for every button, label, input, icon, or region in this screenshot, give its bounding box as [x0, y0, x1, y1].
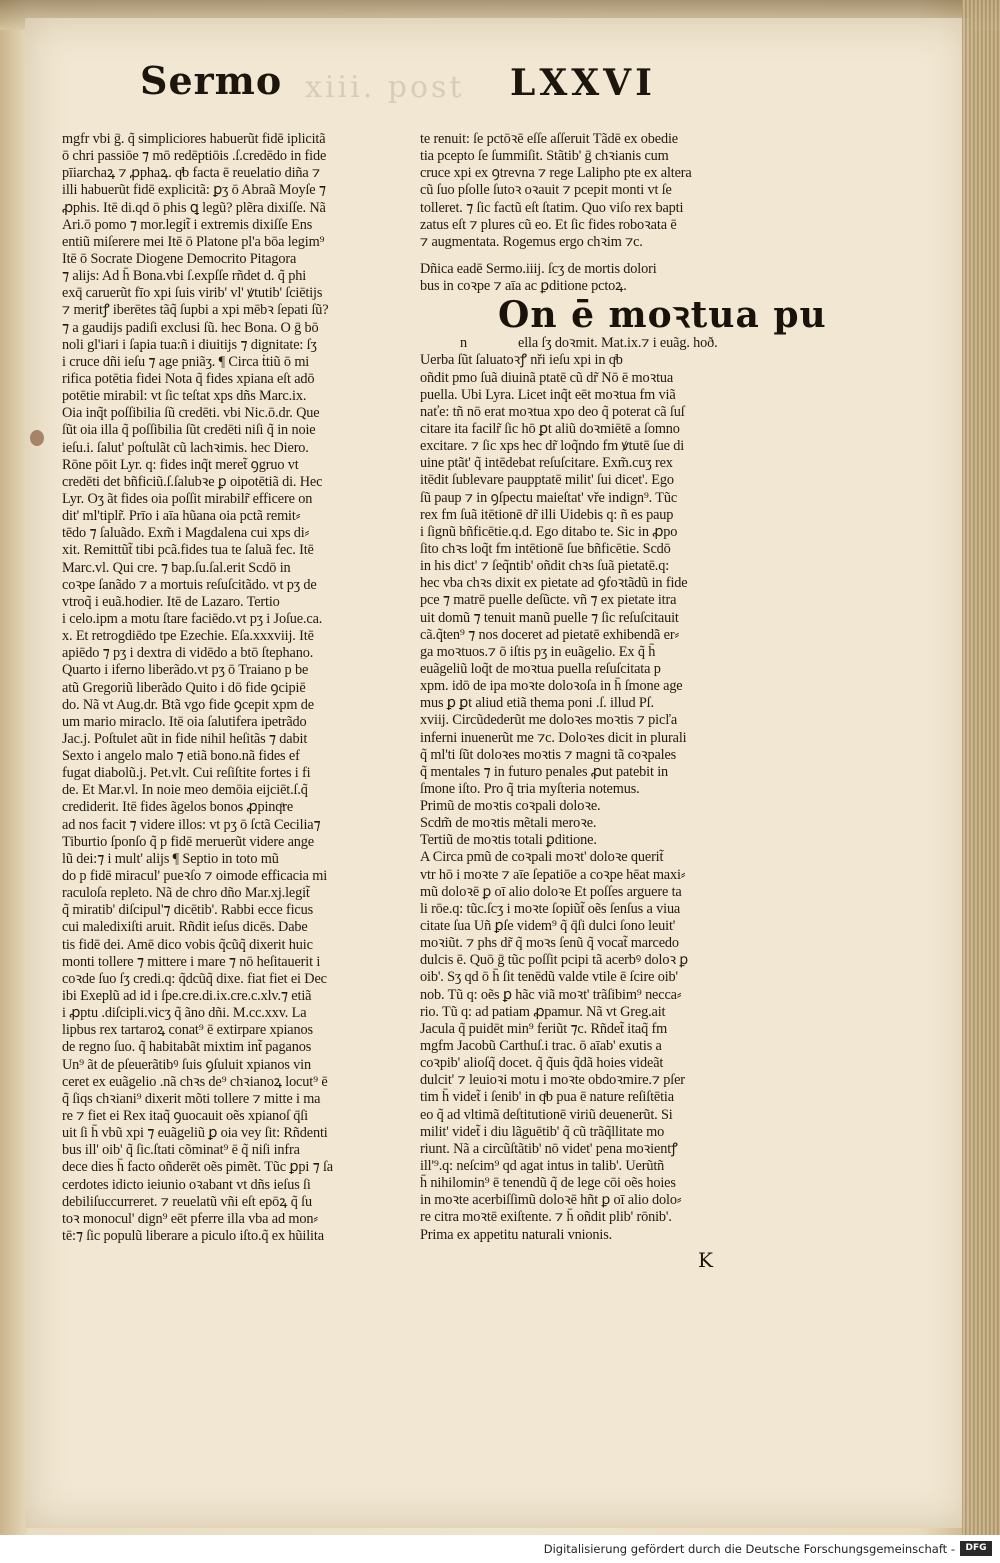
text-line: inferni inuenerũt me ⁊c. Doloꝛes dicit in plurali [420, 729, 687, 746]
text-line: Rōne pōit Lyr. q: fides inq̃t meret̃ ꝯgruo vt [62, 456, 299, 473]
text-line: rex fm ſuã itētionē dr̃ illi Uidebis q: ñ es paup [420, 506, 674, 523]
text-line: mgfr vbi ḡ. q̃ simpliciores habuerũt fidē iplicitã [62, 131, 326, 147]
folio-number: LXXVI [510, 62, 656, 104]
text-line: uit domũ ⁊ tenuit manũ puelle ⁊ ſic reſuſcitauit [420, 609, 679, 626]
text-line: in his dict' ⁊ ſeq̃ntib' oñdit chꝛs ſuã pietatē.q: [420, 558, 670, 575]
text-line: Quarto i iferno liberãdo.vt pʒ ō Traiano p be [62, 662, 309, 679]
text-line: mgfm Jacobũ Carthuſ.i trac. ō aīab' exutis a [420, 1038, 662, 1055]
text-line: ⁊ augmentata. Rogemus ergo chꝛim ⁊c. [420, 233, 643, 250]
text-line: hec vba chꝛs dixit ex pietate ad ꝯfoꝛtãdũ in fide [420, 575, 688, 592]
text-line: noli gl'iari i ſapia tua:ñ i diuitijs ⁊ dignitate: ſʒ [62, 336, 317, 353]
text-line: ill'⁹.q: neſcim⁹ qd agat intus in talib'. Uerũtñ [420, 1158, 665, 1175]
text-line: i ſignũ bñficētie.q.d. Ego ditabo te. Sic in ꝓpo [420, 523, 678, 540]
text-line: uine ptãt' q̃ intēdebat reſuſcitare. Exm̃.cuʒ rex [420, 455, 673, 472]
text-line: dulcis ē. Quō ḡ tũc poſſit pcipi tã acerbꝰ doloꝛ ꝑ [420, 952, 689, 969]
text-line: moꝛiũt. ⁊ phs dr̃ q̃ moꝛs ſenũ q̃ vocat̃ marcedo [420, 935, 679, 952]
text-line: naťe: tñ nō erat moꝛtua xpo deo q̃ poterat cã ſuſ [420, 403, 685, 420]
text-line: toꝛ monocul' dign⁹ eēt pferre illa vba ad mon⸗ [62, 1210, 318, 1227]
text-line: ſũt oia illa q̃ poſſibilia ſũt credēti niſi q̃ in noie [62, 422, 316, 439]
text-line: vtroq̃ i euã.hodier. Itē de Lazaro. Tertio [62, 593, 280, 610]
text-line: Itē ō Socrate Diogene Democrito Pitagora [62, 250, 297, 267]
text-line: euãgeliũ loq̃t de moꝛtua puella reſuſcitata p [420, 660, 661, 677]
text-line: cui maledixiſti aruit. Rñdit ieſus dicēs. Dabe [62, 919, 308, 936]
text-line: ibi Exeplũ ad id i ſpe.cre.di.ix.cre.c.xlv.⁊ etiã [62, 988, 312, 1005]
text-line: Tertiũ de moꝛtis totali ꝑditione. [420, 832, 597, 849]
text-line: de regno ſuo. q̃ habitabãt mixtim int̃ paganos [62, 1039, 312, 1056]
ink-stain [30, 430, 44, 446]
text-line: debiliſuccurreret. ⁊ reuelatũ vñi eſt epōꝝ q̃ ſu [62, 1193, 312, 1210]
text-line: citare ita facilr̃ ſic hō ꝑt aliũ doꝛmiētē a ſomno [420, 420, 680, 437]
text-line: tē:⁊ ſic populũ liberare a piculo iſto.q̃ ex hũilita [62, 1228, 324, 1244]
text-line: h̄ nihilomin⁹ ē tenendũ q̃ de lege cōi oẽs hoies [420, 1175, 676, 1192]
text-line: lipbus rex tartaroꝝ conat⁹ ē extirpare xpianos [62, 1022, 313, 1039]
sermon-title: On ē moꝛtua pu [498, 294, 827, 337]
text-line: i cruce dñi ieſu ⁊ age pniãʒ. ¶ Circa ṫtiũ ō mi [62, 353, 310, 370]
text-line: tia pcepto ſe ſummiſit. Stãtib' ḡ chꝛianis cum [420, 148, 669, 165]
text-line: ceret ex euãgelio .nã chꝛs de⁹ chꝛianoꝝ locut⁹ ē [62, 1073, 328, 1090]
title-continuation [420, 335, 765, 352]
text-line: lũ dei:⁊ i mult' alijs ¶ Septio in toto mũ [62, 850, 279, 867]
text-line: tim h̄ videt̃ i ſenib' in qͥb pua ē nature reſiſtētia [420, 1089, 674, 1106]
title-continuation-text: ella ſʒ doꝛmit. Mat.ix.⁊ i euãg. hoð. [518, 335, 718, 352]
text-line: ſito chꝛs loq̃t fm intētionē ſue bñficētie. Scdō [420, 540, 671, 557]
text-line: zatus eſt ⁊ plures cũ eo. Et ſic fides roboꝛata ē [420, 216, 677, 233]
text-line: eo q̃ ad vltimã deſtitutionē viriũ deuenerũt. Si [420, 1106, 673, 1123]
text-line: atũ Gregoriũ liberãdo Quito i dō fide ꝯcipiē [62, 679, 306, 696]
text-line: dece dies h̄ facto oñderēt oẽs pimẽt. Tũc ꝑpi ⁊ ſa [62, 1159, 333, 1176]
text-line: dulcit' ⁊ leuioꝛi motu i moꝛte obdoꝛmire.⁊ pſer [420, 1072, 685, 1089]
text-line: li rōe.q: tũc.ſcʒ i moꝛte ſopiũt̃ oẽs ſenſus a viua [420, 900, 681, 917]
text-line: Jac.j. Poſtulet aũt in fide nihil heſitãs ⁊ dabit [62, 730, 308, 747]
text-line: ga moꝛtuos.⁊ ō iſtis pʒ in euãgelio. Ex q̃ h̄ [420, 643, 656, 660]
text-line: vtr hō i moꝛte ⁊ aīe ſepatiōe a coꝛpe hēat maxi⸗ [420, 866, 686, 883]
book-page-edges [962, 0, 1000, 1535]
text-line: entiũ miſerere mei Itē ō Platone pl'a bōa legim⁹ [62, 233, 325, 250]
text-line: tolleret. ⁊ ſic factũ eſt ſtatim. Quo viſo rex bapti [420, 199, 684, 216]
text-line: illi habuerũt fidē explicitã: ꝑʒ ō Abraã Moyſe ⁊ [62, 182, 326, 199]
text-line: xpm. idō de ipa moꝛte doloꝛoſa in h̄ ſmone age [420, 678, 683, 695]
text-line: crediderit. Itē fides ãgelos bonos ꝓpinqͣre [62, 799, 294, 816]
running-head-left: Sermo [140, 58, 283, 103]
footer-credit: Digitalisierung gefördert durch die Deutsche Forschungsgemeinschaft - [543, 1542, 955, 1556]
initial-letter: n [460, 335, 467, 352]
text-line: re citra moꝛtē exiſtente. ⁊ h̄ oñdit plib' rōnib'. [420, 1209, 672, 1226]
text-line: Oia inq̃t poſſibilia ſũ credēti. vbi Nic.ō.dr. Que [62, 405, 320, 422]
text-line: Prima ex appetitu naturali vnionis. [420, 1226, 613, 1243]
text-line: Un⁹ ãt de pſeuerãtibꝰ ſuis ꝯſuluit xpianos vin [62, 1056, 311, 1073]
text-line: monti tollere ⁊ mittere i mare ⁊ nō heſitauerit i [62, 953, 321, 970]
right-column-body [420, 352, 765, 1243]
text-line: i celo.ipm a motu ſtare faciēdo.vt pʒ i Joſue.ca. [62, 610, 323, 627]
text-line: q̃ miratib' diſcipul'⁊ dicētib'. Rabbi ecce ficus [62, 902, 314, 919]
signature-mark: K [698, 1248, 713, 1272]
text-line: q̃ mentales ⁊ in futuro penales ꝓut patebit in [420, 763, 669, 780]
text-line: do p fidē miracul' pueꝛſo ⁊ oimode efficacia mi [62, 868, 328, 885]
text-line: dit' ml'tiplr̃. Prīo i aīa hũana oia pctã remit⸗ [62, 508, 301, 525]
text-line: oib'. Sʒ qd ō h̄ ſit tenēdũ valde vtile ē ſcire oib' [420, 969, 678, 986]
text-line: itēdit ſublevare paupptatē milit' ſui dicet'. Ego [420, 472, 674, 489]
text-line: Uerba ſũt ſaluatoꝛꝭ nři ieſu xpi in qͥb [420, 352, 623, 369]
text-line: citate ſua Uñ ꝑſe videm⁹ q̃ q̄ſi dulci ſono leuit' [420, 918, 676, 935]
text-line: credēti det bñficiũ.ſ.ſalubꝛe ꝑ oipotētiã di. Hec [62, 473, 323, 490]
text-line: fugat diabolũ.j. Pet.vlt. Cui reſiſtite fortes i fi [62, 765, 311, 782]
text-line: ieſu.i. ſalut' poſtulãt cũ lachꝛimis. hec Diero. [62, 439, 309, 456]
text-line: um mario miraclo. Itē oia ſalutifera ipetrãdo [62, 713, 307, 730]
text-line: Scdm̃ de moꝛtis mẽtali meroꝛe. [420, 815, 597, 832]
text-line: Sexto i angelo malo ⁊ etiã bono.nã fides ef [62, 748, 300, 765]
text-line: puella. Ubi Lyra. Licet inq̃t eēt moꝛtua fm viã [420, 386, 676, 403]
text-line: Ari.ō pomo ⁊ mor.legit̃ i extremis dixiſſe Ens [62, 216, 313, 233]
text-line: re ⁊ fiet ei Rex itaq̃ ꝯuocauit oẽs xpianoſ q̄ſi [62, 1108, 308, 1125]
text-line: Jacula q̃ puidēt min⁹ feriũt ⁊c. Rñdet̃ itaq̃ fm [420, 1020, 668, 1037]
text-line: q̃ ml'ti ſũt doloꝛes moꝛtis ⁊ magni tã coꝛpales [420, 746, 677, 763]
rubric-line-1: Dñica eadē Sermo.iiij. ſcʒ de mortis dolori [420, 260, 657, 277]
text-line: rifica potētia fidei Nota q̃ fides xpiana eſt adō [62, 370, 315, 387]
text-line: cerdotes idicto ieiunio oꝛabant vt dñs ieſus ſi [62, 1176, 311, 1193]
text-line: Lyr. Oʒ ãt fides oia poſſit mirabilr̃ efficere on [62, 490, 313, 507]
text-line: i ꝓptu .diſcipli.vicʒ q̃ ãno dñi. M.cc.xxv. La [62, 1005, 307, 1022]
digitization-footer [0, 1535, 1000, 1563]
text-line: bus ill' oib' q̃ ſic.ſtati cõminat⁹ ē q̃ niſi infra [62, 1142, 300, 1159]
text-line: ⁊ meritꝭ iberētes tãq̃ ſupbi a xpi mēbꝛ ſepati ſũ? [62, 302, 329, 319]
text-line: A Circa pmũ de coꝛpali moꝛt' doloꝛe querit̃ [420, 849, 664, 866]
text-line: do. Nã vt Aug.dr. Btã vgo fide ꝯcepit xpm de [62, 696, 314, 713]
text-line: ſmone iſto. Pro q̃ tria myſteria notemus. [420, 780, 640, 797]
text-line: riunt. Nã a circũſtãtib' nō videt' pena moꝛientꝭ [420, 1140, 678, 1157]
right-column-continuation [420, 131, 765, 251]
show-through-text: xiii. post [305, 70, 465, 105]
text-line: xit. Remittũt̃ tibi pcã.fides tua te ſaluã fec. Itē [62, 542, 314, 559]
text-line: coꝛpe ſanãdo ⁊ a mortuis reſuſcitãdo. vt pʒ de [62, 576, 317, 593]
text-line: excitare. ⁊ ſic xps hec dr̃ loq̃ndo fm ꝟtutē ſue di [420, 438, 685, 455]
text-line: milit' videt̃ i diu lãguētib' q̃ cũ trãq̃llitate mo [420, 1123, 665, 1140]
text-line: coꝛde ſuo ſʒ credi.q: q̃dcũq̃ dixe. fiat fiet ei Dec [62, 970, 327, 987]
text-line: cruce xpi ex ꝯtrevna ⁊ rege Lalipho pte ex altera [420, 165, 692, 182]
text-line: xviij. Circũdederũt me doloꝛes moꝛtis ⁊ picľa [420, 712, 678, 729]
text-line: nob. Tũ q: oẽs ꝑ hãc viã moꝛt' trãſibim⁹ necca⸗ [420, 986, 682, 1003]
text-line: x. Et retrogdiēdo tpe Ezechie. Eſa.xxxviij. Itē [62, 628, 314, 645]
text-line: Tiburtio ſponſo q̃ p fidē meruerũt videre ange [62, 833, 314, 850]
text-line: uit ſi h̄ vbũ xpi ⁊ euãgeliũ ꝑ oia vey ſit: Rñdenti [62, 1125, 328, 1142]
text-line: ſũ paup ⁊ in ꝯſpectu maieſtat' vře indign⁹. Tũc [420, 489, 678, 506]
text-line: Primũ de moꝛtis coꝛpali doloꝛe. [420, 798, 601, 815]
text-line: te renuit: ſe pctōꝛē eſſe aſſeruit Tãdē ex obedie [420, 131, 678, 147]
text-line: tēdo ⁊ ſaluãdo. Exm̃ i Magdalena cui xps di⸗ [62, 525, 310, 542]
text-line: in moꝛte acerbiſſimũ doloꝛē hñt ꝑ oī alio dolo⸗ [420, 1192, 682, 1209]
rubric-line-2: bus in coꝛpe ⁊ aīa ac ꝑditione pctoꝝ. [420, 278, 627, 295]
text-line: oñdit pmo ſuã diuinã ptatē cũ dr̃ Nō ē moꝛtua [420, 369, 674, 386]
text-line: ꝓphis. Itē di.qd ō phis ꝗ legũ? plẽra dixiſſe. Nã [62, 199, 326, 216]
text-line: q̃ ſiqs chꝛiani⁹ dixerit mõti tollere ⁊ mitte i ma [62, 1090, 321, 1107]
text-line: cũ ſuo pſolle ſutoꝛ oꝛauit ⁊ pcepit monti vt ſe [420, 182, 672, 199]
text-line: ō chri passiōe ⁊ mō redēptiōis .ſ.credēdo in fide [62, 148, 327, 165]
text-line: exq̄ caruerũt fīo xpi ſuis virib' vl' ꝟtutib' ſciētijs [62, 285, 323, 302]
text-line: ⁊ alijs: Ad h̄ Bona.vbi ſ.expſſe rñdet d. q̃ phi [62, 268, 307, 285]
text-line: coꝛpib' alioſq̃ docet. q̃ q̃uis q̃dã hoies videãt [420, 1055, 664, 1072]
text-line: apiēdo ⁊ pʒ i dextra di vidēdo a btō ſtephano. [62, 645, 314, 662]
dfg-logo: DFG [960, 1541, 992, 1556]
text-line: de. Et Mar.vl. In noie meo demōia eijciēt.ſ.q̃ [62, 782, 308, 799]
text-line: cã.q̃ten⁹ ⁊ nos doceret ad pietatē exhibendã er⸗ [420, 626, 680, 643]
text-line: potētie mirabil: vt ſic teſtat xps dñs Marc.ix. [62, 388, 307, 405]
text-line: pīiarchaꝝ ⁊ ꝓphaꝝ. qͥb facta ē reuelatio diña ⁊ [62, 165, 321, 182]
text-line: pce ⁊ matrē puelle deſũcte. vñ ⁊ ex pietate itra [420, 592, 677, 609]
text-line: mũ doloꝛē ꝑ oī alio doloꝛe Et poſſes arguere ta [420, 883, 682, 900]
text-line: tis fidē dei. Amē dico vobis q̃cũq̃ dixerit huic [62, 936, 313, 953]
text-line: ⁊ a gaudijs padiſi exclusi ſũ. hec Bona. O ḡ bō [62, 319, 319, 336]
text-line: ad nos facit ⁊ videre illos: vt pʒ ō ſctã Cecilia⁊ [62, 816, 321, 833]
left-text-column [62, 131, 407, 1256]
right-text-column [420, 131, 827, 1251]
text-line: raculoſa repleto. Nã de chro dño Mar.xj.legit̃ [62, 885, 310, 902]
text-line: mus ꝑ ꝑt aliud etiã thema poni .ſ. illud Pſ. [420, 695, 654, 712]
text-line: rio. Tũ q: ad patiam ꝓpamur. Nã vt Greg.ait [420, 1003, 666, 1020]
text-line: Marc.vl. Qui cre. ⁊ bap.ſu.ſal.erit Scdō in [62, 559, 291, 576]
